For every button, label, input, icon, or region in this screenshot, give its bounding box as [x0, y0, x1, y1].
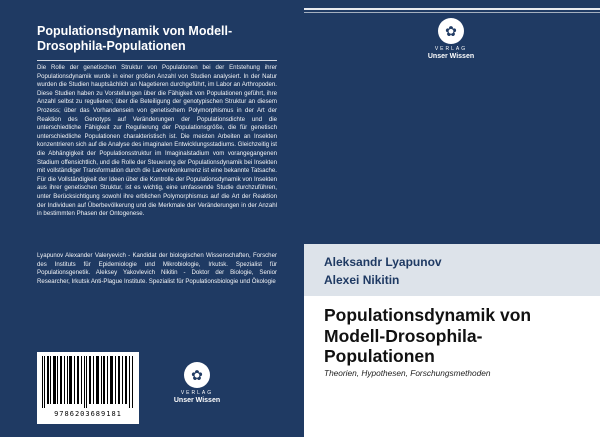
front-cover-subtitle: Theorien, Hypothesen, Forschungsmethoden	[324, 368, 491, 378]
author-name: Alexei Nikitin	[324, 273, 400, 287]
back-cover-description: Die Rolle der genetischen Struktur von Populationen bei der Entstehung ihrer Populationsdynamik wurde in einer großen Anzahl von Studien analysiert. In der Natur wurden die Studien hauptsächlich an Nagetieren durchgeführt, im Labor an Arthropoden. Diese Studien haben zu Vorstellungen über die Fähigkeit von Populationen geführt, ihre Anzahl selbst zu regulieren; über die Beteiligung der genotypischen Struktur an diesem Prozess; über das Vorhandensein von genetischem Polymorphismus in der Art der Reaktion des Genotyps auf Veränderungen der Populationsdichte und die unterschiedliche Fähigkeit zur Regulierung der Populationsgröße, die für genetisch unterschiedliche Populationen charakteristisch ist. Die meisten Arbeiten an Insekten konzentrieren sich auf die Analyse des imaginalen Entwicklungsstadiums. Gleichzeitig ist die Abhängigkeit der Populationsstruktur im Imaginalstadium vom vorangegangenen Stadium offensichtlich, und die Rolle der Steuerung der Populationsdynamik bei Insekten mit vollständiger Transformation durch die Larvenkonkurrenz ist eine bekannte Tatsache. Für die Vollständigkeit der Ideen über die Kontrolle der Populationsdynamik von Insekten aus ihrer genetischen Struktur, ist es wichtig, eine umfassende Studie durchzuführen, unter Berücksichtigung sowohl ihre erblichen Polymorphismus auf die Art der Reaktion der Individuen auf Überbevölkerung und die Merkmale der Veränderungen in der Anzahl in bestimmten Phasen der Ontogenese.	[37, 64, 277, 218]
author-name: Aleksandr Lyapunov	[324, 255, 442, 269]
publisher-verlag: VERLAG	[180, 390, 214, 396]
publisher-name: Unser Wissen	[427, 53, 475, 60]
front-authors	[324, 253, 584, 289]
barcode	[37, 352, 139, 424]
book-emblem-icon: ✿	[438, 18, 464, 44]
publisher-logo-front	[418, 18, 484, 60]
back-cover-title: Populationsdynamik von Modell-Drosophila-Populationen	[37, 24, 233, 53]
book-emblem-icon: ✿	[184, 362, 210, 388]
front-stripe	[304, 8, 600, 10]
front-stripe-thin	[304, 12, 600, 13]
spine	[296, 0, 304, 437]
front-cover-title: Populationsdynamik von Modell-Drosophila-Populationen	[324, 305, 532, 366]
publisher-name: Unser Wissen	[173, 397, 221, 404]
back-title-divider	[37, 60, 277, 61]
barcode-number: 9786203689181	[54, 410, 122, 418]
barcode-bars	[41, 356, 135, 408]
author-bio: Lyapunov Alexander Valeryevich - Kandidat der biologischen Wissenschaften, Forscher des Instituts für Epidemiologie und Mikrobiologie, Irkutsk. Spezialist für Populationsgenetik. Aleksey Yakovlevich Nikitin - Doktor der Biologie, Senior Researcher, Irkutsk Anti-Plague Institute. Spezialist für Populationsbiologie und Ökologie	[37, 252, 277, 285]
publisher-verlag: VERLAG	[434, 46, 468, 52]
publisher-logo-back	[164, 362, 230, 404]
